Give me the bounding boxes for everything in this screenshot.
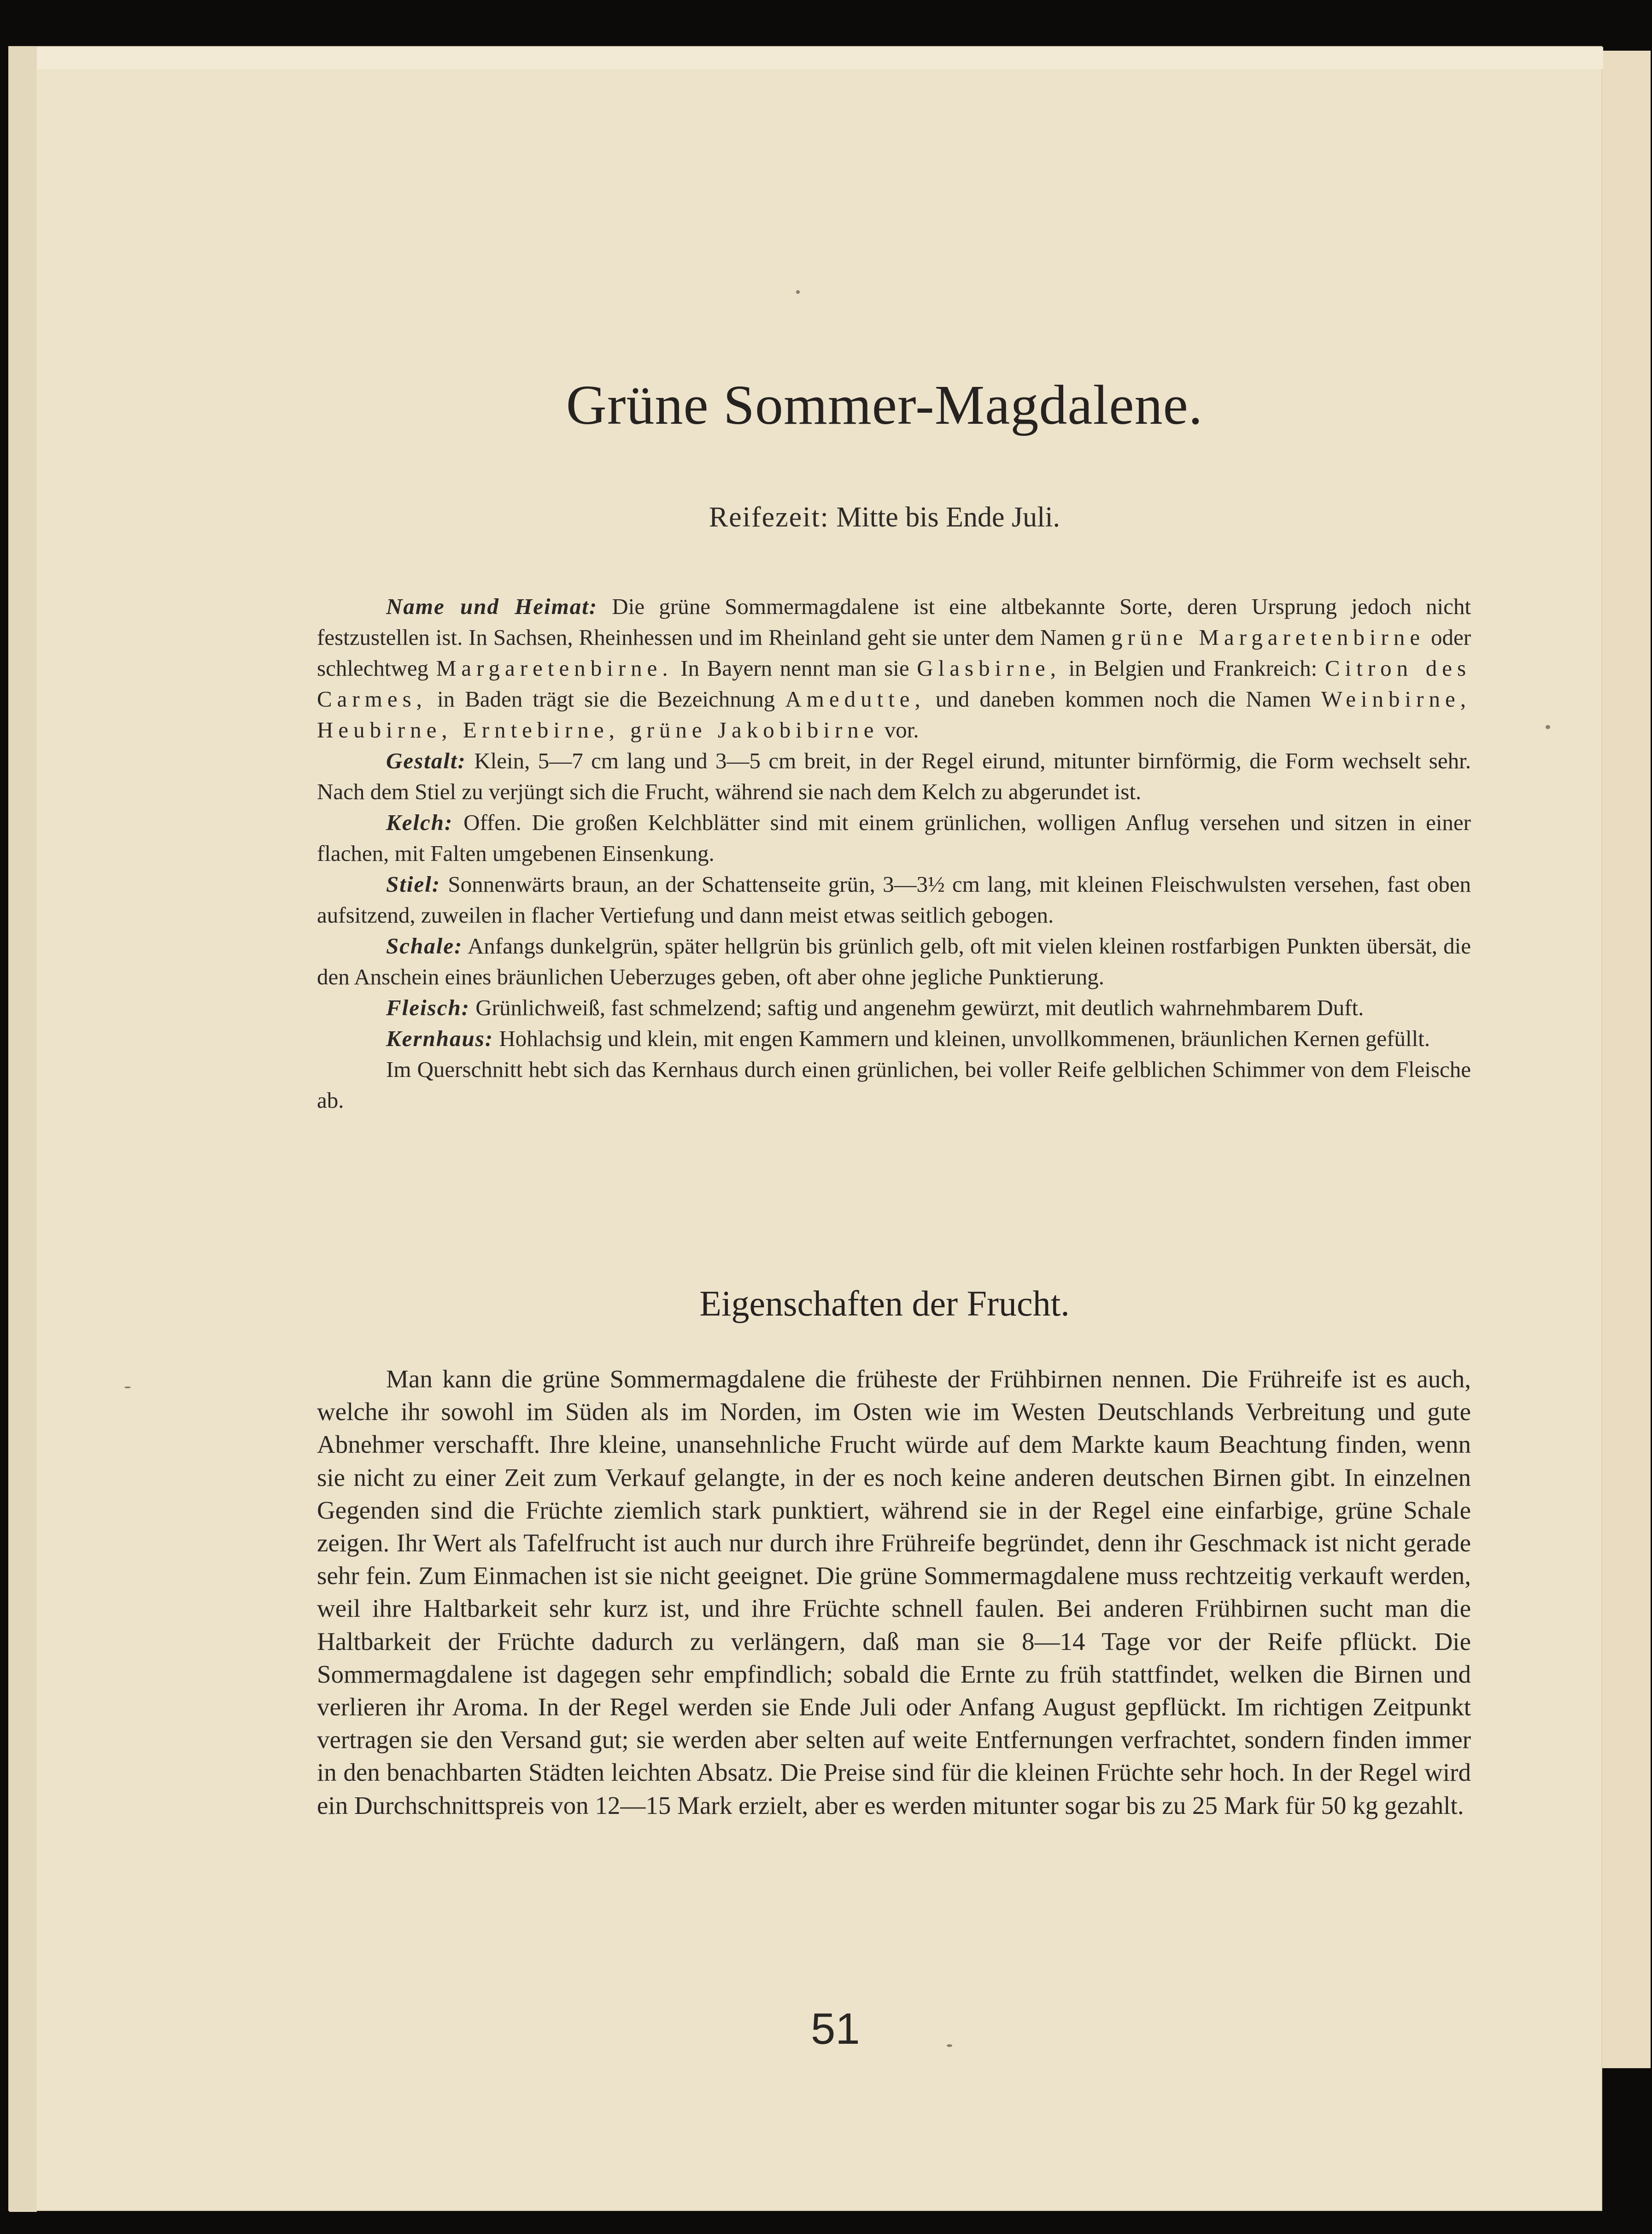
book-page — [8, 46, 1602, 2211]
kernhaus-text: Hohlachsig und klein, mit engen Kammern und kleinen, unvollkommenen, bräunlichen Kernen gefüllt. — [499, 1026, 1430, 1051]
paragraph-kelch — [317, 807, 1471, 869]
stiel-text: Sonnenwärts braun, an der Schattenseite grün, 3—3½ cm lang, mit kleinen Fleischwulsten versehen, fast oben aufsitzend, zuweilen in flacher Vertiefung und dann meist etwas seitlich gebogen. — [317, 871, 1471, 928]
variety-name: Margaretenbirne. — [436, 655, 673, 681]
variety-name: grüne Margaretenbirne — [1111, 625, 1425, 650]
name-heimat-text: vor. — [884, 717, 919, 743]
name-heimat-text: oder schlechtweg — [317, 625, 1471, 681]
term-fleisch: Fleisch: — [386, 995, 470, 1020]
term-gestalt: Gestalt: — [386, 748, 466, 773]
paragraph-kernhaus — [317, 1023, 1471, 1054]
page-title: Grüne Sommer-Magdalene. — [566, 374, 1203, 436]
term-schale: Schale: — [386, 933, 463, 959]
paper-speck — [1546, 725, 1550, 729]
name-heimat-text: in Baden trägt sie die Bezeichnung — [437, 686, 775, 712]
term-name-heimat: Name und Heimat: — [386, 594, 598, 619]
variety-name: Glasbirne, — [917, 655, 1061, 681]
paragraph-schale — [317, 930, 1471, 992]
name-heimat-text: In Bayern nennt man sie — [680, 655, 909, 681]
paper-speck — [124, 1386, 131, 1388]
ripening-time — [184, 501, 1585, 534]
variety-name: Amedutte, — [785, 686, 926, 712]
paragraph-querschnitt: Im Querschnitt hebt sich das Kernhaus durch einen grünlichen, bei voller Reife gelblichen Schimmer von dem Fleische ab. — [317, 1057, 1471, 1113]
paper-speck — [947, 2044, 952, 2047]
term-stiel: Stiel: — [386, 871, 441, 897]
paragraph-name-heimat — [317, 591, 1471, 745]
page-number: 51 — [811, 2004, 860, 2053]
term-kernhaus: Kernhaus: — [386, 1026, 494, 1051]
term-kelch: Kelch: — [386, 810, 453, 835]
variety-name: Citron des Carmes, — [317, 655, 1471, 712]
page-left-fold — [9, 47, 37, 2212]
paragraph-gestalt — [317, 745, 1471, 807]
variety-name: Weinbirne, Heubirne, Erntebirne, grüne Jakobibirne — [317, 686, 1471, 743]
section-heading-eigenschaften: Eigenschaften der Frucht. — [699, 1283, 1070, 1323]
name-heimat-text: Die grüne Sommermagdalene ist eine altbekannte Sorte, deren Ursprung jedoch nicht festzustellen ist. In Sachsen, Rheinhessen und im Rheinland geht sie unter dem Namen — [317, 594, 1471, 650]
description-block — [317, 591, 1471, 1116]
paragraph-stiel — [317, 869, 1471, 930]
name-heimat-text: in Belgien und Frankreich: — [1068, 655, 1318, 681]
name-heimat-text: und daneben kommen noch die Namen — [935, 686, 1311, 712]
gestalt-text: Klein, 5—7 cm lang und 3—5 cm breit, in der Regel eirund, mitunter birnförmig, die Form wechselt sehr. Nach dem Stiel zu verjüngt sich die Frucht, während sie nach dem Kelch zu abgerundet ist. — [317, 748, 1471, 804]
eigenschaften-block — [317, 1363, 1471, 1822]
ripening-time-value: Mitte bis Ende Juli. — [836, 502, 1060, 533]
paragraph-eigenschaften: Man kann die grüne Sommermagdalene die früheste der Frühbirnen nennen. Die Frühreife ist es auch, welche ihr sowohl im Süden als im Norden, im Osten wie im Westen Deutschlands Verbreitung und gute Abnehmer verschafft. Ihre kleine, unansehnliche Frucht würde auf dem Markte kaum Beachtung finden, wenn sie nicht zu einer Zeit zum Verkauf gelangte, in der es noch keine anderen deutschen Birnen gibt. In einzelnen Gegenden sind die Früchte ziemlich stark punktiert, während sie in der Regel eine einfarbige, grüne Schale zeigen. Ihr Wert als Tafelfrucht ist auch nur durch ihre Frühreife begründet, denn ihr Geschmack ist nicht gerade sehr fein. Zum Einmachen ist sie nicht geeignet. Die grüne Sommermagdalene muss rechtzeitig verkauft werden, weil ihre Haltbarkeit sehr kurz ist, und ihre Früchte schnell faulen. Bei anderen Frühbirnen sucht man die Haltbarkeit der Früchte dadurch zu verlängern, daß man sie 8—14 Tage vor der Reife pflückt. Die Sommermagdalene ist dagegen sehr empfindlich; sobald die Ernte zu früh stattfindet, welken die Birnen und verlieren ihr Aroma. In der Regel werden sie Ende Juli oder Anfang August gepflückt. Im richtigen Zeitpunkt vertragen sie den Versand gut; sie werden aber selten auf weite Entfernungen verfrachtet, sondern finden immer in den benachbarten Städten leichten Absatz. Die Preise sind für die kleinen Früchte sehr hoch. In der Regel wird ein Durchschnittspreis von 12—15 Mark erzielt, aber es werden mitunter sogar bis zu 25 Mark für 50 kg gezahlt. — [317, 1365, 1471, 1819]
ripening-time-label: Reifezeit: — [709, 502, 829, 533]
paper-speck — [796, 290, 800, 294]
page-top-edge — [9, 47, 1603, 69]
fleisch-text: Grünlichweiß, fast schmelzend; saftig und angenehm gewürzt, mit deutlich wahrnehmbarem Duft. — [475, 995, 1364, 1020]
kelch-text: Offen. Die großen Kelchblätter sind mit einem grünlichen, wolligen Anflug versehen und sitzen in einer flachen, mit Falten umgebenen Einsenkung. — [317, 810, 1471, 866]
paragraph-fleisch — [317, 992, 1471, 1023]
schale-text: Anfangs dunkelgrün, später hellgrün bis grünlich gelb, oft mit vielen kleinen rostfarbigen Punkten übersät, die den Anschein eines bräunlichen Ueberzuges geben, oft aber ohne jegliche Punktierung. — [317, 933, 1471, 989]
